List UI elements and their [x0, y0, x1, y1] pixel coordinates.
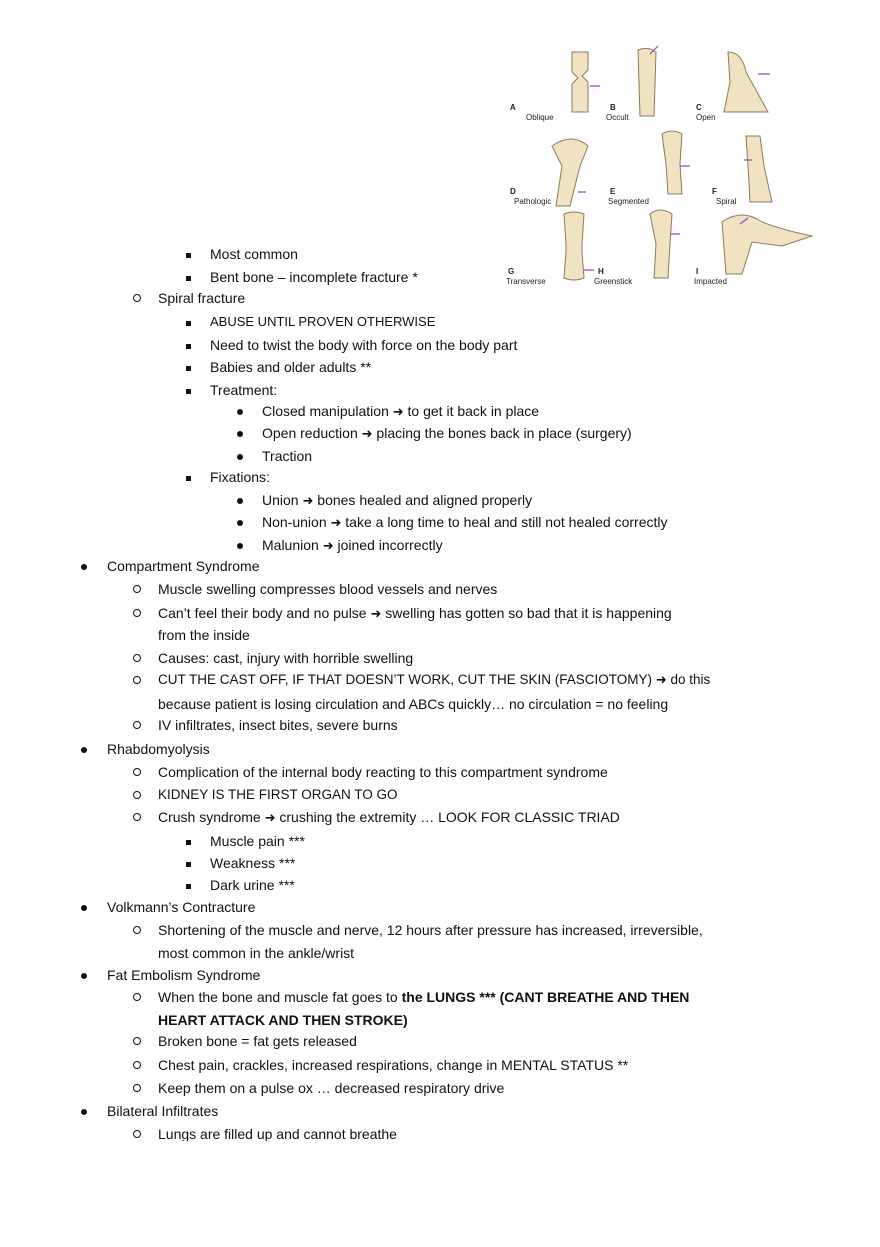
circle-bullet: [133, 786, 141, 804]
circle-bullet: [133, 808, 141, 826]
square-bullet: [186, 358, 191, 376]
list-item: Keep them on a pulse ox … decreased respiratory drive: [158, 1080, 505, 1096]
arrow-icon: ➜: [264, 811, 276, 826]
fracture-types-figure: [500, 42, 818, 292]
list-item-term: CUT THE CAST OFF, IF THAT DOESN’T WORK, CUT THE SKIN (FASCIOTOMY): [158, 672, 653, 687]
arrow-icon: ➜: [330, 516, 342, 531]
panel-a-letter: A: [510, 103, 516, 112]
list-item: Complication of the internal body reacting to this compartment syndrome: [158, 764, 608, 780]
list-item: [158, 808, 620, 828]
list-item: [158, 988, 689, 1006]
list-item-term: Closed manipulation: [262, 403, 389, 419]
list-item: Babies and older adults **: [210, 359, 372, 375]
bone-occult: [638, 48, 656, 116]
circle-bullet: [133, 716, 141, 734]
circle-bullet: [133, 289, 141, 307]
square-bullet: [186, 245, 191, 263]
panel-h-letter: H: [598, 267, 604, 276]
square-bullet: [186, 381, 191, 399]
panel-g-letter: G: [508, 267, 515, 276]
square-bullet: [186, 268, 191, 286]
list-item: [262, 402, 539, 422]
list-item: Chest pain, crackles, increased respirations, change in MENTAL STATUS **: [158, 1057, 629, 1073]
list-item: [262, 491, 532, 511]
arrow-icon: ➜: [302, 494, 314, 509]
dot-bullet: [81, 966, 87, 984]
list-item: [262, 536, 443, 556]
list-item: KIDNEY IS THE FIRST ORGAN TO GO: [158, 787, 398, 802]
circle-bullet: [133, 1125, 141, 1143]
list-item: Muscle pain ***: [210, 833, 305, 849]
circle-bullet: [133, 1056, 141, 1074]
list-item-definition: joined incorrectly: [337, 537, 443, 553]
bone-oblique: [572, 52, 588, 112]
dot-bullet: [81, 1102, 87, 1120]
dot-bullet: [81, 740, 87, 758]
arrow-icon: ➜: [361, 427, 373, 442]
list-item: Causes: cast, injury with horrible swelling: [158, 650, 414, 666]
section-heading: Fat Embolism Syndrome: [107, 967, 261, 983]
circle-bullet: [133, 604, 141, 622]
dot-bullet: [237, 424, 243, 442]
panel-c-letter: C: [696, 103, 702, 112]
list-item: Lungs are filled up and cannot breathe: [158, 1126, 397, 1141]
list-item-term: Can’t feel their body and no pulse: [158, 605, 367, 621]
circle-bullet: [133, 763, 141, 781]
dot-bullet: [237, 402, 243, 420]
list-item-continuation: from the inside: [158, 627, 250, 643]
panel-d-letter: D: [510, 187, 516, 196]
list-item: [158, 671, 710, 690]
panel-h-label: Greenstick: [594, 277, 633, 286]
arrow-icon: ➜: [655, 673, 667, 688]
circle-bullet: [133, 921, 141, 939]
list-item-definition: bones healed and aligned properly: [317, 492, 533, 508]
panel-e-label: Segmented: [608, 197, 649, 206]
list-item-term: Non-union: [262, 514, 327, 530]
list-item-definition: take a long time to heal and still not healed correctly: [345, 514, 668, 530]
dot-bullet: [237, 536, 243, 554]
list-item: [262, 513, 667, 533]
dot-bullet: [81, 557, 87, 575]
panel-e-letter: E: [610, 187, 616, 196]
arrow-icon: ➜: [392, 405, 404, 420]
circle-bullet: [133, 988, 141, 1006]
circle-bullet: [133, 1079, 141, 1097]
list-item-term: Malunion: [262, 537, 319, 553]
circle-bullet: [133, 671, 141, 689]
list-item: Broken bone = fat gets released: [158, 1033, 357, 1049]
panel-i-letter: I: [696, 267, 699, 276]
list-item-definition: placing the bones back in place (surgery): [376, 425, 632, 441]
section-heading: Rhabdomyolysis: [107, 741, 210, 757]
panel-f-label: Spiral: [716, 197, 737, 206]
dot-bullet: [81, 898, 87, 916]
panel-b-label: Occult: [606, 113, 629, 122]
list-item: Fixations:: [210, 469, 270, 485]
list-item-continuation: HEART ATTACK AND THEN STROKE): [158, 1012, 408, 1028]
list-item-text: When the bone and muscle fat goes to: [158, 989, 398, 1005]
list-item: [262, 424, 632, 444]
dot-bullet: [237, 447, 243, 465]
list-item-continuation: because patient is losing circulation and ABCs quickly… no circulation = no feeling: [158, 696, 669, 712]
section-heading: Volkmann’s Contracture: [107, 899, 256, 915]
list-item: Dark urine ***: [210, 877, 295, 893]
circle-bullet: [133, 649, 141, 667]
list-item-bold-text: the LUNGS *** (CANT BREATHE AND THEN: [401, 989, 690, 1005]
dot-bullet: [237, 491, 243, 509]
panel-i-label: Impacted: [694, 277, 727, 286]
list-item: ABUSE UNTIL PROVEN OTHERWISE: [210, 314, 436, 329]
panel-a-label: Oblique: [526, 113, 554, 122]
panel-g-label: Transverse: [506, 277, 546, 286]
list-item-term: Open reduction: [262, 425, 358, 441]
section-heading: Bilateral Infiltrates: [107, 1103, 219, 1119]
list-item: Most common: [210, 246, 298, 262]
list-item: IV infiltrates, insect bites, severe burns: [158, 717, 398, 733]
list-item: Bent bone – incomplete fracture *: [210, 269, 418, 285]
square-bullet: [186, 832, 191, 850]
section-heading: Compartment Syndrome: [107, 558, 260, 574]
list-item-term: Crush syndrome: [158, 809, 261, 825]
square-bullet: [186, 854, 191, 872]
list-item: Traction: [262, 448, 313, 464]
arrow-icon: ➜: [370, 607, 382, 622]
list-item: Treatment:: [210, 382, 278, 398]
square-bullet: [186, 313, 191, 331]
list-item: Weakness ***: [210, 855, 296, 871]
panel-b-letter: B: [610, 103, 616, 112]
dot-bullet: [237, 513, 243, 531]
list-item: Muscle swelling compresses blood vessels and nerves: [158, 581, 498, 597]
list-item-term: Union: [262, 492, 299, 508]
list-item-definition: crushing the extremity … LOOK FOR CLASSIC TRIAD: [279, 809, 620, 825]
circle-bullet: [133, 1032, 141, 1050]
arrow-icon: ➜: [322, 539, 334, 554]
list-item-definition: to get it back in place: [407, 403, 540, 419]
circle-bullet: [133, 580, 141, 598]
square-bullet: [186, 336, 191, 354]
list-item: Spiral fracture: [158, 290, 246, 306]
list-item-continuation: most common in the ankle/wrist: [158, 945, 355, 961]
panel-f-letter: F: [712, 187, 717, 196]
list-item: [158, 604, 672, 624]
panel-c-label: Open: [696, 113, 716, 122]
square-bullet: [186, 876, 191, 894]
bone-transverse: [564, 212, 584, 280]
list-item-definition: do this: [670, 672, 711, 687]
list-item-definition: swelling has gotten so bad that it is happening: [385, 605, 672, 621]
square-bullet: [186, 468, 191, 486]
list-item: Shortening of the muscle and nerve, 12 hours after pressure has increased, irreversible,: [158, 922, 703, 938]
panel-d-label: Pathologic: [514, 197, 552, 206]
list-item: Need to twist the body with force on the body part: [210, 337, 518, 353]
